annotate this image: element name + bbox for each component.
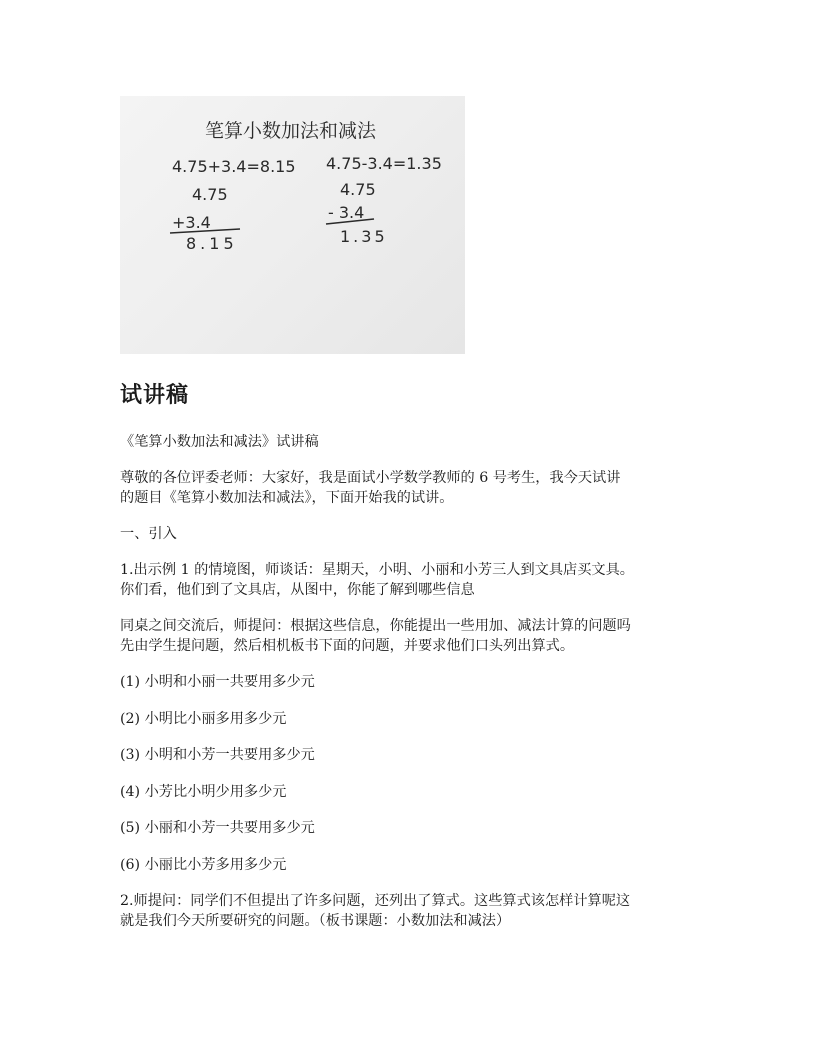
question-item: (4) 小芳比小明少用多少元 <box>120 783 287 800</box>
addition-top: 4.75 <box>192 185 228 204</box>
question-item: (2) 小明比小丽多用多少元 <box>120 710 287 727</box>
document-heading: 试讲稿 <box>120 383 190 408</box>
question-item: (1) 小明和小丽一共要用多少元 <box>120 674 315 690</box>
handwritten-math-photo <box>120 96 465 354</box>
handwriting-svg <box>120 96 465 354</box>
addition-bottom: +3.4 <box>172 213 211 232</box>
paragraph-1: 1.出示例 1 的情境图，师谈话：星期天，小明、小丽和小芳三人到文具店买文具。 你们看，他们到了文具店，从图中，你能了解到哪些信息 <box>120 562 634 598</box>
question-item: (3) 小明和小芳一共要用多少元 <box>120 747 315 763</box>
lecture-subtitle: 《笔算小数加法和减法》试讲稿 <box>120 434 319 450</box>
intro-paragraph: 尊敬的各位评委老师：大家好，我是面试小学数学教师的 6 号考生，我今天试讲 的题目《笔算小数加法和减法》，下面开始我的试讲。 <box>120 470 621 506</box>
photo-title: 笔算小数加法和减法 <box>205 120 377 142</box>
subtraction-bottom: - 3.4 <box>328 203 365 222</box>
addition-result: 8.15 <box>186 234 238 253</box>
subtraction-result: 1.35 <box>340 227 388 246</box>
subtraction-top: 4.75 <box>340 180 376 199</box>
question-item: (5) 小丽和小芳一共要用多少元 <box>120 820 315 836</box>
question-item: (6) 小丽比小芳多用多少元 <box>120 856 287 873</box>
section-heading-intro: 一、引入 <box>120 526 177 542</box>
subtraction-equation: 4.75-3.4=1.35 <box>326 154 442 173</box>
document-body <box>120 432 710 947</box>
paragraph-2: 同桌之间交流后，师提问：根据这些信息，你能提出一些用加、减法计算的问题吗 先由学生提问题，然后相机板书下面的问题，并要求他们口头列出算式。 <box>120 618 631 654</box>
paragraph-3: 2.师提问：同学们不但提出了许多问题，还列出了算式。这些算式该怎样计算呢这 就是我们今天所要研究的问题。（板书课题：小数加法和减法） <box>120 893 631 929</box>
addition-equation: 4.75+3.4=8.15 <box>172 157 296 176</box>
